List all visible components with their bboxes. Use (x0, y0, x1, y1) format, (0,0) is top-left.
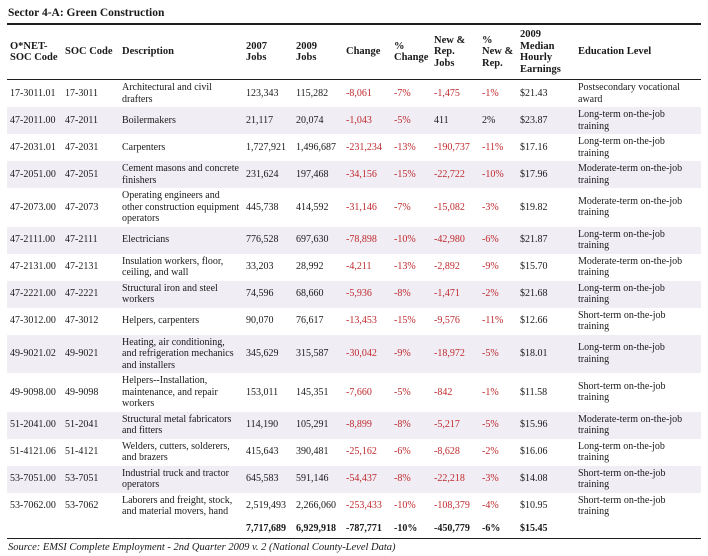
cell-earnings: $21.68 (520, 288, 548, 300)
cell-jobs2009: 1,496,687 (296, 141, 336, 153)
cell-education: Short-term on-the-job training (578, 380, 666, 404)
cell-pct_change: -9% (394, 348, 411, 360)
cell-education: Moderate-term on-the-job training (578, 195, 683, 219)
cell-soc: 49-9021 (65, 348, 99, 360)
cell-new_rep: 411 (434, 114, 449, 126)
cell-jobs2007: 345,629 (246, 348, 279, 360)
cell-jobs2009: 145,351 (296, 386, 329, 398)
cell-pct_new_rep: -6% (482, 234, 499, 246)
totals-cell-jobs2007: 7,717,689 (243, 520, 293, 539)
table-row (7, 373, 701, 412)
column-header-jobs2009: 2009 Jobs (293, 25, 343, 80)
cell-pct_new_rep: -5% (482, 348, 499, 360)
cell-pct_change: -7% (394, 201, 411, 213)
cell-education: Long-term on-the-job training (578, 109, 665, 132)
cell-jobs2009: 414,592 (296, 201, 329, 213)
cell-jobs2007: 90,070 (246, 315, 274, 327)
cell-new_rep: -190,737 (434, 141, 470, 153)
cell-earnings: $15.70 (520, 261, 548, 273)
cell-desc: Industrial truck and tractor operators (122, 467, 229, 491)
cell-jobs2007: 231,624 (246, 168, 279, 180)
page-title: Sector 4-A: Green Construction (7, 4, 701, 25)
cell-education: Moderate-term on-the-job training (578, 163, 683, 186)
cell-jobs2009: 76,617 (296, 315, 324, 327)
cell-education: Short-term on-the-job training (578, 494, 666, 518)
cell-pct_new_rep: -4% (482, 500, 499, 512)
cell-pct_new_rep: -10% (482, 168, 504, 180)
column-header-pct_change: % Change (391, 25, 431, 80)
table-row (7, 466, 701, 493)
cell-pct_change: -10% (394, 500, 416, 512)
totals-cell-soc (62, 520, 119, 539)
cell-onet: 47-2031.01 (10, 141, 56, 153)
cell-pct_change: -8% (394, 473, 411, 485)
cell-soc: 49-9098 (65, 386, 99, 398)
cell-pct_new_rep: -11% (482, 141, 504, 153)
table-row (7, 281, 701, 308)
cell-desc: Cement masons and concrete finishers (122, 163, 239, 186)
cell-pct_new_rep: -2% (482, 446, 499, 458)
cell-desc: Structural iron and steel workers (122, 282, 218, 306)
cell-new_rep: -1,475 (434, 87, 460, 99)
cell-pct_change: -8% (394, 419, 411, 431)
cell-soc: 47-2111 (65, 234, 98, 246)
cell-education: Long-term on-the-job training (578, 228, 665, 252)
cell-pct_new_rep: -5% (482, 419, 499, 431)
cell-onet: 53-7062.00 (10, 500, 56, 512)
cell-soc: 47-2131 (65, 261, 99, 273)
cell-pct_new_rep: -3% (482, 473, 499, 485)
totals-cell-education (575, 520, 701, 539)
table-header (7, 25, 701, 80)
totals-cell-pct_change: -10% (391, 520, 431, 539)
cell-soc: 17-3011 (65, 87, 98, 99)
cell-jobs2007: 74,596 (246, 288, 274, 300)
cell-pct_change: -13% (394, 141, 416, 153)
column-header-desc: Description (119, 25, 243, 80)
cell-jobs2009: 315,587 (296, 348, 329, 360)
cell-new_rep: -8,628 (434, 446, 460, 458)
column-header-onet: O*NET-SOC Code (7, 25, 62, 80)
cell-jobs2007: 1,727,921 (246, 141, 286, 153)
totals-cell-new_rep: -450,779 (431, 520, 479, 539)
cell-jobs2009: 28,992 (296, 261, 324, 273)
cell-pct_change: -10% (394, 234, 416, 246)
cell-jobs2009: 115,282 (296, 87, 329, 99)
header-row (7, 25, 701, 80)
cell-desc: Structural metal fabricators and fitters (122, 413, 232, 437)
cell-pct_change: -8% (394, 288, 411, 300)
cell-onet: 49-9098.00 (10, 386, 56, 398)
cell-change: -8,899 (346, 419, 372, 431)
cell-desc: Electricians (122, 234, 170, 246)
cell-education: Short-term on-the-job training (578, 309, 666, 333)
cell-desc: Boilermakers (122, 114, 176, 126)
cell-jobs2007: 21,117 (246, 114, 274, 126)
cell-jobs2007: 2,519,493 (246, 500, 286, 512)
cell-new_rep: -9,576 (434, 315, 460, 327)
cell-pct_new_rep: -1% (482, 87, 499, 99)
cell-onet: 17-3011.01 (10, 87, 56, 99)
cell-education: Long-term on-the-job training (578, 282, 665, 306)
cell-education: Long-term on-the-job training (578, 440, 665, 464)
column-header-new_rep: New & Rep. Jobs (431, 25, 479, 80)
table-row (7, 227, 701, 254)
cell-jobs2009: 20,074 (296, 114, 324, 126)
cell-soc: 47-2011 (65, 114, 98, 126)
cell-change: -7,660 (346, 386, 372, 398)
cell-desc: Heating, air conditioning, and refrigeration mechanics and installers (122, 336, 234, 371)
totals-cell-desc (119, 520, 243, 539)
cell-jobs2007: 33,203 (246, 261, 274, 273)
cell-earnings: $19.82 (520, 201, 548, 213)
totals-cell-earnings: $15.45 (517, 520, 575, 539)
cell-pct_change: -5% (394, 114, 411, 126)
cell-jobs2007: 445,738 (246, 201, 279, 213)
cell-earnings: $17.16 (520, 141, 548, 153)
cell-soc: 47-2221 (65, 288, 99, 300)
cell-desc: Operating engineers and other construction equipment operators (122, 190, 240, 225)
cell-pct_change: -13% (394, 261, 416, 273)
cell-jobs2007: 123,343 (246, 87, 279, 99)
cell-pct_new_rep: -2% (482, 288, 499, 300)
cell-new_rep: -108,379 (434, 500, 470, 512)
table-row (7, 412, 701, 439)
totals-row (7, 520, 701, 539)
cell-desc: Helpers--Installation, maintenance, and repair workers (122, 375, 218, 410)
cell-soc: 51-4121 (65, 446, 99, 458)
cell-jobs2007: 415,643 (246, 446, 279, 458)
cell-onet: 47-2073.00 (10, 201, 56, 213)
cell-desc: Welders, cutters, solderers, and brazers (122, 440, 230, 464)
column-header-change: Change (343, 25, 391, 80)
cell-onet: 47-2111.00 (10, 234, 56, 246)
cell-onet: 49-9021.02 (10, 348, 56, 360)
cell-earnings: $17.96 (520, 168, 548, 180)
cell-earnings: $14.08 (520, 473, 548, 485)
table-row (7, 80, 701, 108)
cell-onet: 47-2221.00 (10, 288, 56, 300)
cell-onet: 47-2131.00 (10, 261, 56, 273)
cell-pct_new_rep: -11% (482, 315, 504, 327)
table-body (7, 80, 701, 539)
cell-soc: 51-2041 (65, 419, 99, 431)
cell-change: -13,453 (346, 315, 377, 327)
cell-jobs2009: 197,468 (296, 168, 329, 180)
cell-change: -25,162 (346, 446, 377, 458)
table-row (7, 254, 701, 281)
cell-earnings: $15.96 (520, 419, 548, 431)
cell-jobs2009: 105,291 (296, 419, 329, 431)
jobs-table (7, 25, 701, 539)
cell-new_rep: -1,471 (434, 288, 460, 300)
cell-new_rep: -22,218 (434, 473, 465, 485)
column-header-soc: SOC Code (62, 25, 119, 80)
cell-earnings: $16.06 (520, 446, 548, 458)
cell-change: -30,042 (346, 348, 377, 360)
column-header-education: Education Level (575, 25, 701, 80)
cell-new_rep: -2,892 (434, 261, 460, 273)
cell-jobs2009: 2,266,060 (296, 500, 336, 512)
cell-change: -5,936 (346, 288, 372, 300)
cell-pct_new_rep: -1% (482, 386, 499, 398)
cell-soc: 47-2051 (65, 168, 99, 180)
cell-onet: 51-2041.00 (10, 419, 56, 431)
table-row (7, 134, 701, 161)
cell-education: Postsecondary vocational award (578, 82, 680, 105)
cell-new_rep: -42,980 (434, 234, 465, 246)
cell-education: Long-term on-the-job training (578, 342, 665, 365)
cell-earnings: $18.01 (520, 348, 548, 360)
cell-earnings: $21.43 (520, 87, 548, 99)
table-row (7, 161, 701, 188)
cell-jobs2009: 591,146 (296, 473, 329, 485)
cell-desc: Laborers and freight, stock, and material movers, hand (122, 494, 233, 518)
cell-change: -231,234 (346, 141, 382, 153)
cell-change: -253,433 (346, 500, 382, 512)
cell-change: -31,146 (346, 201, 377, 213)
cell-earnings: $12.66 (520, 315, 548, 327)
table-row (7, 308, 701, 335)
cell-onet: 47-3012.00 (10, 315, 56, 327)
cell-jobs2007: 645,583 (246, 473, 279, 485)
cell-desc: Carpenters (122, 141, 166, 153)
cell-pct_change: -15% (394, 315, 416, 327)
cell-change: -1,043 (346, 114, 372, 126)
cell-pct_new_rep: 2% (482, 114, 496, 126)
cell-jobs2009: 390,481 (296, 446, 329, 458)
cell-pct_change: -5% (394, 386, 411, 398)
cell-earnings: $11.58 (520, 386, 548, 398)
cell-pct_change: -15% (394, 168, 416, 180)
cell-soc: 53-7051 (65, 473, 99, 485)
cell-soc: 47-2073 (65, 201, 99, 213)
cell-change: -34,156 (346, 168, 377, 180)
cell-onet: 53-7051.00 (10, 473, 56, 485)
cell-change: -4,211 (346, 261, 372, 273)
cell-education: Short-term on-the-job training (578, 467, 666, 491)
totals-cell-pct_new_rep: -6% (479, 520, 517, 539)
totals-cell-jobs2009: 6,929,918 (293, 520, 343, 539)
table-row (7, 188, 701, 227)
table-row (7, 439, 701, 466)
totals-cell-onet (7, 520, 62, 539)
table-row (7, 335, 701, 374)
cell-pct_new_rep: -3% (482, 201, 499, 213)
cell-jobs2009: 697,630 (296, 234, 329, 246)
cell-jobs2007: 153,011 (246, 386, 279, 398)
cell-jobs2009: 68,660 (296, 288, 324, 300)
cell-earnings: $23.87 (520, 114, 548, 126)
cell-onet: 51-4121.06 (10, 446, 56, 458)
cell-soc: 47-2031 (65, 141, 99, 153)
cell-education: Moderate-term on-the-job training (578, 255, 683, 279)
cell-jobs2007: 776,528 (246, 234, 279, 246)
cell-onet: 47-2011.00 (10, 114, 56, 126)
cell-new_rep: -22,722 (434, 168, 465, 180)
table-row (7, 107, 701, 134)
cell-new_rep: -15,082 (434, 201, 465, 213)
column-header-jobs2007: 2007 Jobs (243, 25, 293, 80)
cell-education: Moderate-term on-the-job training (578, 413, 683, 437)
cell-new_rep: -5,217 (434, 419, 460, 431)
table-row (7, 493, 701, 520)
cell-change: -8,061 (346, 87, 372, 99)
cell-onet: 47-2051.00 (10, 168, 56, 180)
cell-soc: 53-7062 (65, 500, 99, 512)
cell-desc: Insulation workers, floor, ceiling, and wall (122, 255, 224, 279)
cell-desc: Architectural and civil drafters (122, 82, 212, 105)
cell-pct_change: -7% (394, 87, 411, 99)
column-header-earnings: 2009 Median Hourly Earnings (517, 25, 575, 80)
cell-education: Long-term on-the-job training (578, 136, 665, 159)
cell-change: -54,437 (346, 473, 377, 485)
source-note: Source: EMSI Complete Employment - 2nd Quarter 2009 v. 2 (National County-Level Data) (8, 541, 396, 553)
column-header-pct_new_rep: % New & Rep. (479, 25, 517, 80)
cell-pct_change: -6% (394, 446, 411, 458)
cell-new_rep: -18,972 (434, 348, 465, 360)
cell-soc: 47-3012 (65, 315, 99, 327)
cell-earnings: $21.87 (520, 234, 548, 246)
cell-change: -78,898 (346, 234, 377, 246)
cell-new_rep: -842 (434, 386, 453, 398)
totals-cell-change: -787,771 (343, 520, 391, 539)
cell-desc: Helpers, carpenters (122, 315, 200, 327)
cell-jobs2007: 114,190 (246, 419, 279, 431)
cell-earnings: $10.95 (520, 500, 548, 512)
cell-pct_new_rep: -9% (482, 261, 499, 273)
